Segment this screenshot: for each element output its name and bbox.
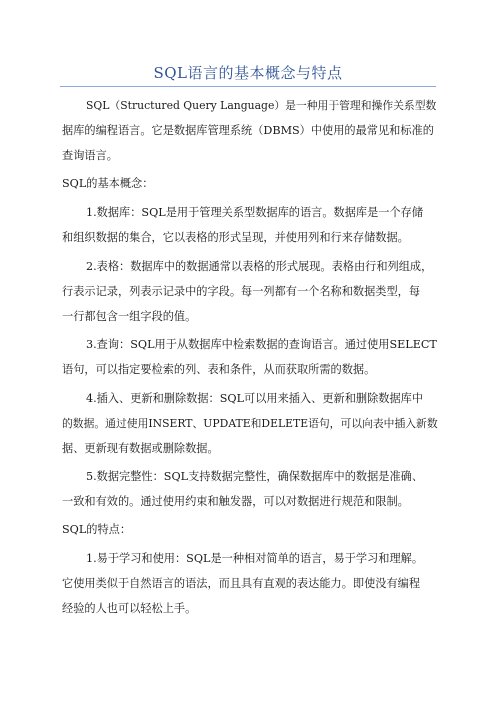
intro-line-3: 查询语言。: [62, 149, 118, 162]
title-underline: [60, 86, 436, 87]
concept-4-line-3: 据、更新现有数据或删除数据。: [62, 442, 219, 455]
section-heading-concepts: SQL的基本概念：: [62, 177, 154, 190]
concept-2-line-2: 行表示记录，列表示记录中的字段。每一列都有一个名称和数据类型，每: [62, 285, 421, 298]
document-title: SQL语言的基本概念与特点: [153, 64, 343, 82]
concept-1-line-2: 和组织数据的集合，它以表格的形式呈现，并使用列和行来存储数据。: [62, 231, 409, 244]
feature-1-line-2: 它使用类似于自然语言的语法，而且具有直观的表达能力。即使没有编程: [62, 577, 421, 590]
intro-line-1: SQL（Structured Query Language）是一种用于管理和操作关系型数: [86, 99, 437, 112]
concept-3-line-2: 语句，可以指定要检索的列、表和条件，从而获取所需的数据。: [62, 363, 376, 376]
concept-2-line-1: 2.表格：数据库中的数据通常以表格的形式展现。表格由行和列组成，: [86, 260, 433, 273]
concept-4-line-2: 的数据。通过使用INSERT、UPDATE和DELETE语句，可以向表中插入新数: [62, 417, 438, 430]
intro-line-2: 据库的编程语言。它是数据库管理系统（DBMS）中使用的最常见和标准的: [62, 124, 434, 137]
section-heading-features: SQL的特点：: [62, 523, 132, 536]
concept-1-line-1: 1.数据库：SQL是用于管理关系型数据库的语言。数据库是一个存储: [86, 206, 424, 219]
feature-1-line-1: 1.易于学习和使用：SQL是一种相对简单的语言，易于学习和理解。: [86, 552, 424, 565]
concept-5-line-2: 一致和有效的。通过使用约束和触发器，可以对数据进行规范和限制。: [62, 495, 409, 508]
concept-4-line-1: 4.插入、更新和删除数据：SQL可以用来插入、更新和删除数据库中: [86, 392, 424, 405]
concept-2-line-3: 一行都包含一组字段的值。: [62, 310, 197, 323]
concept-5-line-1: 5.数据完整性：SQL支持数据完整性，确保数据库中的数据是准确、: [86, 470, 424, 483]
concept-3-line-1: 3.查询：SQL用于从数据库中检索数据的查询语言。通过使用SELECT: [86, 338, 437, 351]
feature-1-line-3: 经验的人也可以轻松上手。: [62, 602, 197, 615]
